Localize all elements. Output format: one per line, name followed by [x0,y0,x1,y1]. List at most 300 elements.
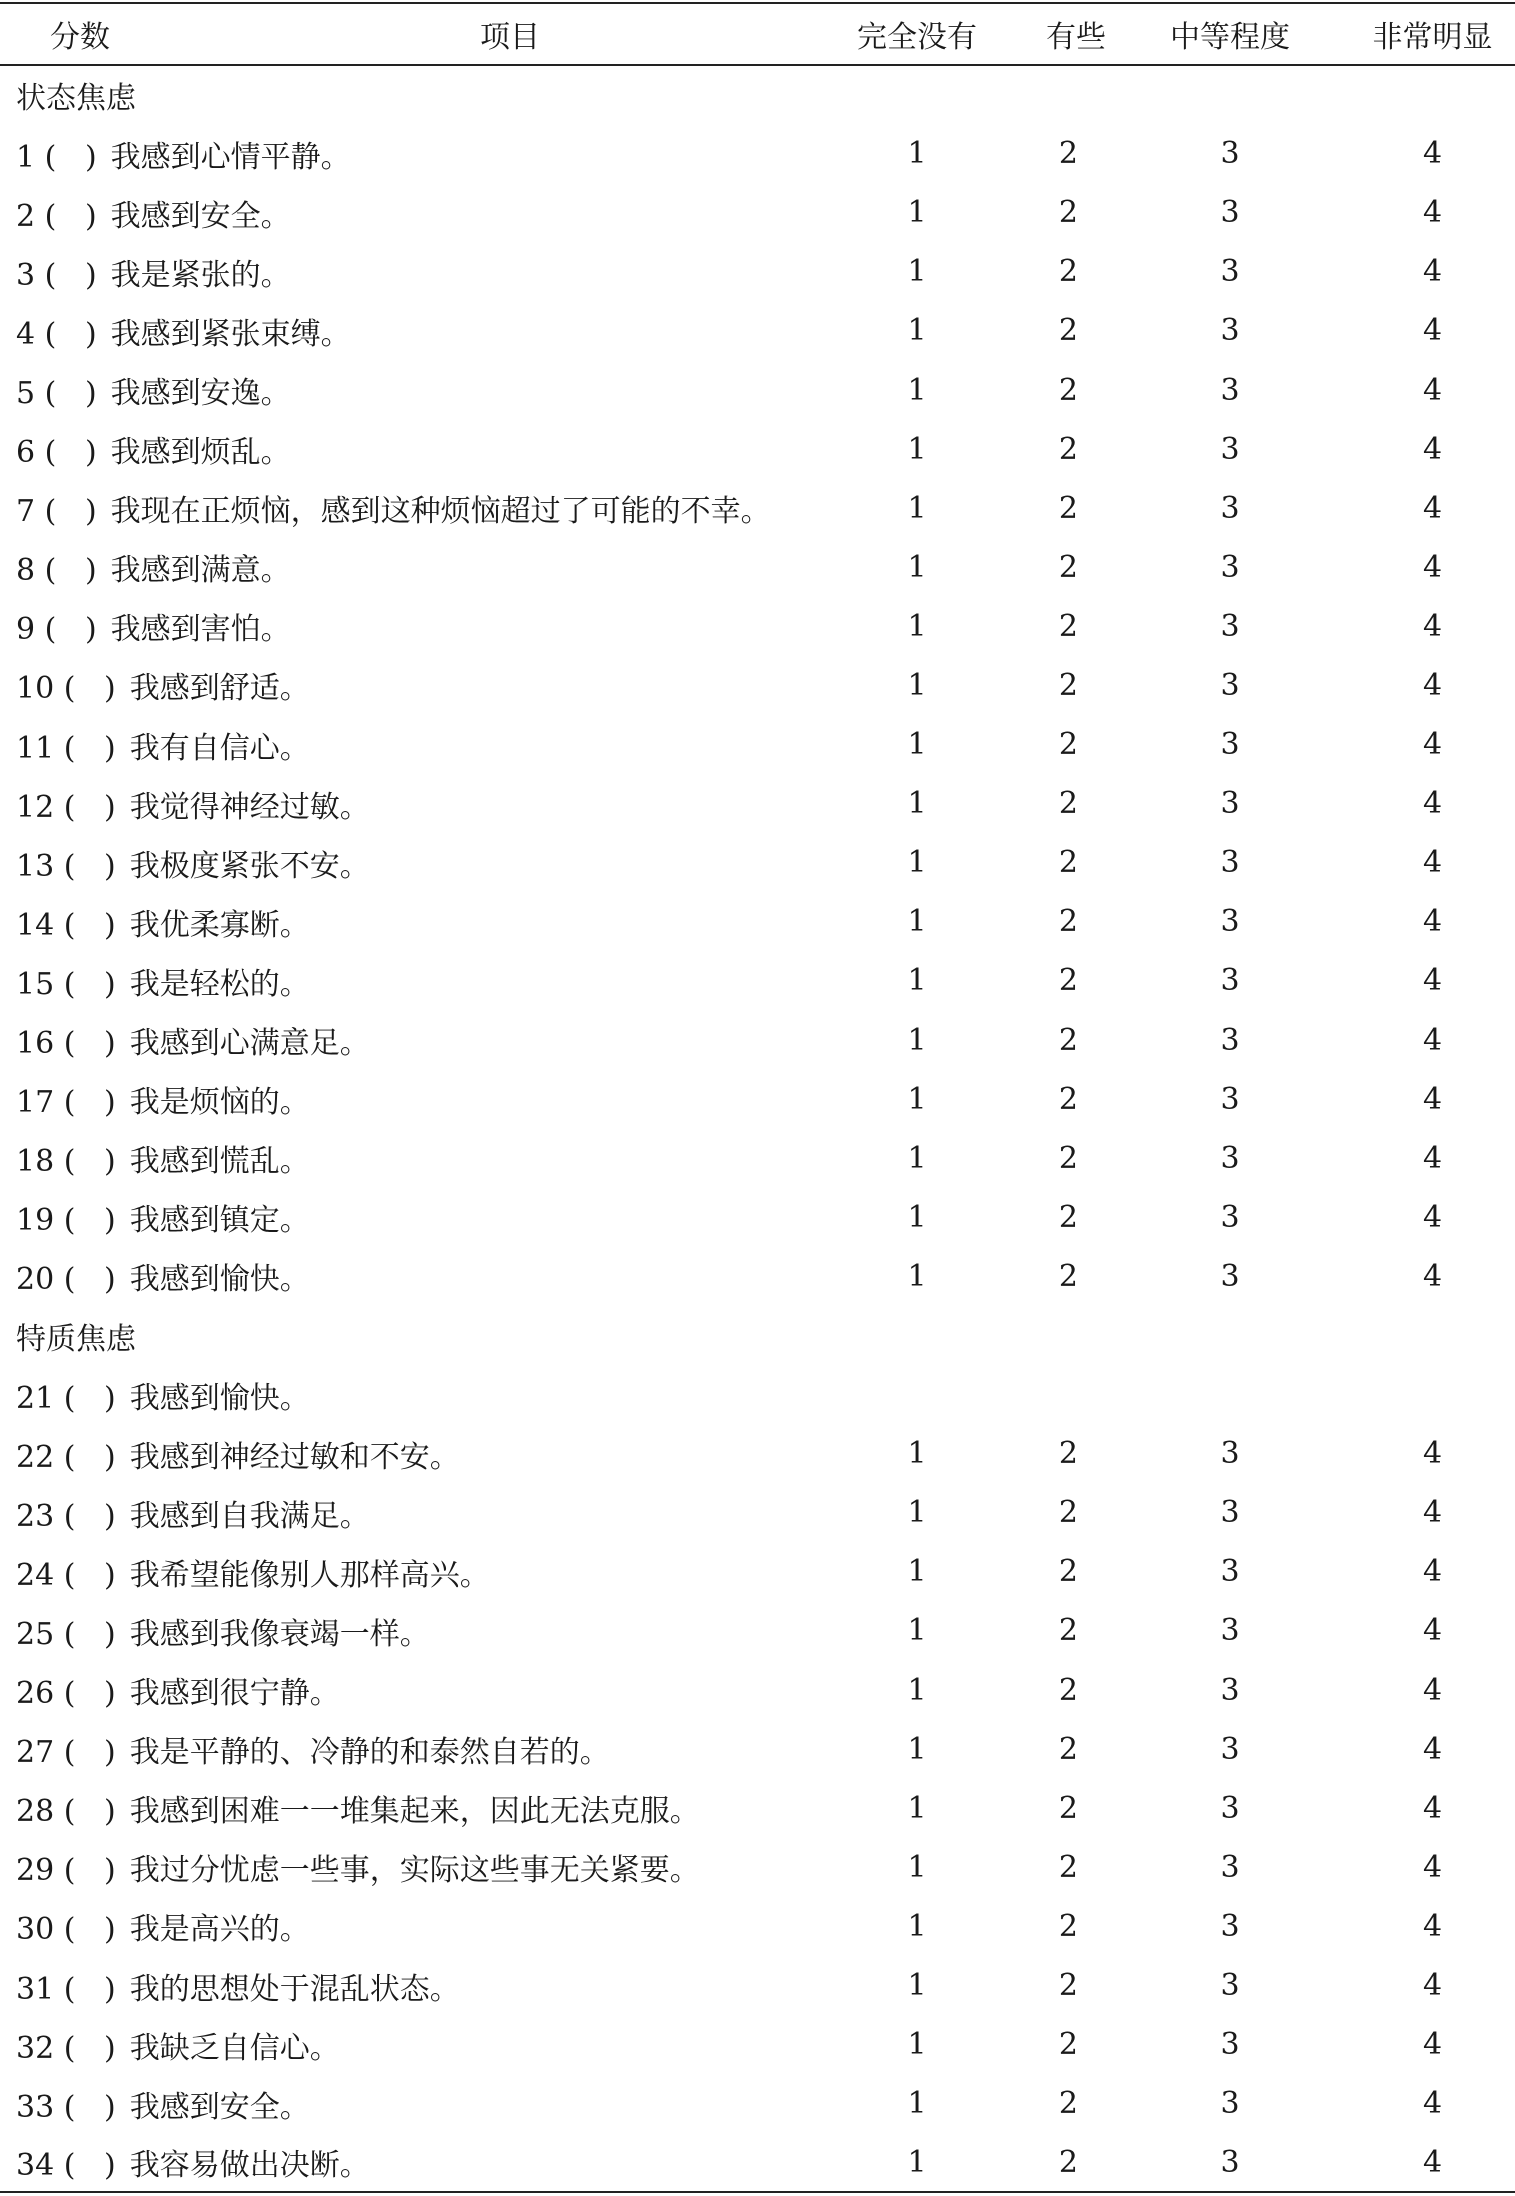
rating-option-4[interactable]: 4 [1422,1495,1443,1531]
item-text: 我感到慌乱。 [129,1144,310,1180]
rating-option-1[interactable]: 1 [907,1613,927,1649]
rating-option-2[interactable]: 2 [1058,2027,1078,2063]
rating-option-4[interactable]: 4 [1422,1258,1443,1294]
rating-option-2[interactable]: 2 [1058,549,1078,585]
rating-option-1[interactable]: 1 [907,1731,927,1767]
item-number: 7 [16,494,36,530]
rating-option-4[interactable]: 4 [1422,2027,1443,2063]
item-cell [0,2015,800,2074]
rating-option-1[interactable]: 1 [907,963,927,999]
rating-option-2[interactable]: 2 [1058,490,1078,526]
rating-option-3[interactable]: 3 [1220,667,1240,703]
rating-option-3[interactable]: 3 [1220,1022,1240,1058]
item-text: 我的思想处于混乱状态。 [129,1971,460,2007]
rating-option-4[interactable]: 4 [1422,1554,1443,1590]
rating-option-1[interactable]: 1 [907,1672,927,1708]
score-blank[interactable]: ( ) [54,2148,116,2184]
rating-option-2[interactable]: 2 [1058,727,1078,763]
rating-option-1[interactable]: 1 [907,608,927,644]
item-cell [0,301,800,360]
rating-option-3[interactable]: 3 [1220,1613,1240,1649]
rating-option-4[interactable]: 4 [1422,963,1443,999]
header-row [0,3,1515,65]
score-blank[interactable]: ( ) [54,1676,116,1712]
rating-option-1[interactable]: 1 [907,136,927,172]
item-text: 我感到紧张束缚。 [110,316,351,352]
rating-option-2[interactable]: 2 [1058,1554,1078,1590]
rating-option-3[interactable]: 3 [1220,1199,1240,1235]
score-blank[interactable]: ( ) [54,1262,116,1298]
item-text: 我是高兴的。 [129,1912,310,1948]
rating-option-4[interactable]: 4 [1422,313,1443,349]
table-row [0,1188,1515,1247]
rating-option-3[interactable]: 3 [1220,1968,1240,2004]
item-cell [0,420,800,479]
item-number: 9 [16,612,36,648]
rating-option-1[interactable]: 1 [907,2027,927,2063]
rating-option-1[interactable]: 1 [907,727,927,763]
rating-option-4[interactable]: 4 [1422,1672,1443,1708]
item-cell [0,1247,800,1306]
score-blank[interactable]: ( ) [35,553,97,589]
rating-option-4[interactable]: 4 [1422,431,1443,467]
item-text: 我是平静的、冷静的和泰然自若的。 [129,1735,610,1771]
item-number: 14 [16,907,55,943]
rating-option-1[interactable]: 1 [907,1554,927,1590]
rating-option-1[interactable]: 1 [907,1199,927,1235]
rating-option-2[interactable]: 2 [1058,904,1078,940]
score-blank[interactable]: ( ) [54,907,116,943]
item-cell [0,656,800,715]
score-blank[interactable]: ( ) [54,671,116,707]
header-score-item [0,3,800,65]
item-text: 我感到神经过敏和不安。 [129,1439,460,1475]
item-text: 我感到安全。 [110,198,291,234]
rating-option-1[interactable]: 1 [907,1908,927,1944]
item-text: 我感到安全。 [129,2089,310,2125]
rating-option-4[interactable]: 4 [1422,1022,1443,1058]
rating-option-1[interactable]: 1 [907,1081,927,1117]
table-row [0,1956,1515,2015]
item-number: 30 [16,1912,55,1948]
rating-option-3[interactable]: 3 [1220,845,1240,881]
item-cell [0,479,800,538]
item-cell [0,1542,800,1601]
rating-option-3[interactable]: 3 [1110,2133,1350,2192]
score-blank[interactable]: ( ) [35,139,97,175]
rating-option-2[interactable]: 2 [1058,1908,1078,1944]
header-score: 分数 [50,20,110,55]
table-row [0,538,1515,597]
item-number: 5 [16,376,36,412]
rating-option-4[interactable]: 4 [1422,904,1443,940]
rating-option-1[interactable]: 1 [907,2086,927,2122]
rating-option-3[interactable]: 3 [1220,490,1240,526]
rating-option-4[interactable]: 4 [1422,195,1443,231]
score-blank[interactable]: ( ) [54,2030,116,2066]
item-cell [0,242,800,301]
table-row [0,1661,1515,1720]
item-number: 12 [16,789,55,825]
rating-option-3[interactable]: 3 [1220,2086,1240,2122]
rating-option-3[interactable]: 3 [1220,904,1240,940]
item-text: 我感到心情平静。 [110,139,351,175]
rating-option-3[interactable]: 3 [1220,1672,1240,1708]
rating-option-1[interactable]: 1 [907,313,927,349]
item-cell [0,1661,800,1720]
item-text: 我是紧张的。 [110,257,291,293]
score-blank[interactable]: ( ) [54,1794,116,1830]
item-cell [0,1424,800,1483]
item-cell [0,124,800,183]
score-blank[interactable]: ( ) [54,1971,116,2007]
score-blank[interactable]: ( ) [54,789,116,825]
item-text: 我感到困难一一堆集起来，因此无法克服。 [129,1794,700,1830]
item-number: 20 [16,1262,55,1298]
table-row [0,1601,1515,1660]
rating-option-4[interactable]: 4 [1422,136,1443,172]
rating-option-2[interactable]: 2 [1058,1790,1078,1826]
item-text: 我极度紧张不安。 [129,848,370,884]
rating-option-3[interactable]: 3 [1220,727,1240,763]
table-row [0,1247,1515,1306]
table-row [0,2133,1515,2192]
rating-option-3[interactable]: 3 [1220,1495,1240,1531]
item-text: 我感到很宁静。 [129,1676,340,1712]
item-text: 我感到害怕。 [110,612,291,648]
rating-option-3[interactable]: 3 [1220,313,1240,349]
rating-option-3[interactable]: 3 [1220,1140,1240,1176]
item-text: 我优柔寡断。 [129,907,310,943]
score-blank[interactable]: ( ) [54,1026,116,1062]
rating-option-4[interactable]: 4 [1422,372,1443,408]
item-text: 我感到烦乱。 [110,435,291,471]
table-row [0,2074,1515,2133]
rating-option-1[interactable]: 1 [907,1968,927,2004]
rating-option-2[interactable]: 2 [1058,2086,1078,2122]
rating-option-3[interactable]: 3 [1220,1790,1240,1826]
rating-option-1[interactable]: 1 [907,431,927,467]
item-cell [0,833,800,892]
rating-option-3[interactable]: 3 [1220,1731,1240,1767]
item-text: 我觉得神经过敏。 [129,789,370,825]
rating-option-3[interactable]: 3 [1220,195,1240,231]
rating-option-2[interactable]: 2 [1058,1849,1078,1885]
item-cell [0,1070,800,1129]
item-text: 我感到愉快。 [129,1380,310,1416]
item-cell [0,774,800,833]
rating-option-3[interactable]: 3 [1220,431,1240,467]
rating-option-2[interactable] [1034,1365,1110,1424]
rating-option-1[interactable]: 1 [907,845,927,881]
item-cell [0,597,800,656]
rating-option-1[interactable]: 1 [907,1022,927,1058]
item-cell [0,1838,800,1897]
item-cell [0,538,800,597]
item-cell [0,1779,800,1838]
rating-option-4[interactable]: 4 [1422,845,1443,881]
rating-option-2[interactable]: 2 [1058,1199,1078,1235]
rating-option-4[interactable] [1350,1365,1515,1424]
rating-option-1[interactable]: 1 [907,904,927,940]
header-option-2 [1034,3,1110,65]
item-text: 我是烦恼的。 [129,1085,310,1121]
item-text: 我感到满意。 [110,553,291,589]
item-number: 21 [16,1380,55,1416]
rating-option-1[interactable]: 1 [907,254,927,290]
rating-option-4[interactable]: 4 [1422,1968,1443,2004]
score-blank[interactable]: ( ) [35,494,97,530]
rating-option-1[interactable]: 1 [800,2133,1034,2192]
rating-option-2[interactable]: 2 [1058,786,1078,822]
rating-option-3[interactable]: 3 [1220,786,1240,822]
item-number: 19 [16,1203,55,1239]
rating-option-3[interactable]: 3 [1220,372,1240,408]
rating-option-3[interactable]: 3 [1220,608,1240,644]
score-blank[interactable]: ( ) [54,848,116,884]
score-blank[interactable]: ( ) [54,1912,116,1948]
section-heading: 状态焦虑 [16,81,136,117]
table-row [0,420,1515,479]
rating-option-2[interactable]: 2 [1058,1613,1078,1649]
rating-option-2[interactable]: 2 [1034,2133,1110,2192]
item-cell [0,1365,800,1424]
rating-option-2[interactable]: 2 [1058,1495,1078,1531]
item-cell [0,1188,800,1247]
rating-option-2[interactable]: 2 [1058,254,1078,290]
item-text: 我过分忧虑一些事，实际这些事无关紧要。 [129,1853,700,1889]
rating-option-1[interactable] [800,1365,1034,1424]
rating-option-4[interactable]: 4 [1422,727,1443,763]
rating-option-1[interactable]: 1 [907,667,927,703]
item-text: 我感到自我满足。 [129,1498,370,1534]
item-cell [0,1483,800,1542]
score-blank[interactable]: ( ) [54,2089,116,2125]
rating-option-3[interactable]: 3 [1220,1436,1240,1472]
score-blank[interactable]: ( ) [54,1380,116,1416]
rating-option-2[interactable]: 2 [1058,1672,1078,1708]
rating-option-1[interactable]: 1 [907,195,927,231]
item-number: 13 [16,848,55,884]
rating-option-1[interactable]: 1 [907,372,927,408]
rating-option-2[interactable]: 2 [1058,667,1078,703]
rating-option-2[interactable]: 2 [1058,1731,1078,1767]
score-blank[interactable]: ( ) [54,1439,116,1475]
rating-option-2[interactable]: 2 [1058,1140,1078,1176]
item-cell [0,1897,800,1956]
rating-option-4[interactable]: 4 [1350,2133,1515,2192]
rating-option-3[interactable]: 3 [1220,1849,1240,1885]
rating-option-3[interactable]: 3 [1220,1258,1240,1294]
rating-option-1[interactable]: 1 [907,1790,927,1826]
score-blank[interactable]: ( ) [54,1735,116,1771]
rating-option-4[interactable]: 4 [1422,1436,1443,1472]
item-cell [0,1011,800,1070]
table-row [0,479,1515,538]
item-number: 3 [16,257,36,293]
table-row [0,597,1515,656]
rating-option-1[interactable]: 1 [907,1140,927,1176]
table-row [0,1129,1515,1188]
item-text: 我感到安逸。 [110,376,291,412]
section-row [0,65,1515,124]
rating-option-1[interactable]: 1 [907,490,927,526]
rating-option-4[interactable]: 4 [1422,1908,1443,1944]
item-number: 26 [16,1676,55,1712]
item-cell [0,2074,800,2133]
table-row [0,360,1515,419]
rating-option-2[interactable]: 2 [1058,963,1078,999]
rating-option-4[interactable]: 4 [1422,549,1443,585]
rating-option-4[interactable]: 4 [1422,1140,1443,1176]
rating-option-1[interactable]: 1 [907,1849,927,1885]
item-number: 33 [16,2089,55,2125]
score-blank[interactable]: ( ) [35,198,97,234]
rating-option-4[interactable]: 4 [1422,254,1443,290]
item-number: 15 [16,966,55,1002]
item-text: 我有自信心。 [129,730,310,766]
item-number: 34 [16,2148,55,2184]
score-blank[interactable]: ( ) [54,1085,116,1121]
rating-option-2[interactable]: 2 [1058,1436,1078,1472]
rating-option-2[interactable]: 2 [1058,195,1078,231]
table-row [0,301,1515,360]
score-blank[interactable]: ( ) [54,966,116,1002]
item-text: 我希望能像别人那样高兴。 [129,1557,490,1593]
item-number: 17 [16,1085,55,1121]
table-body [0,65,1515,2192]
rating-option-4[interactable]: 4 [1422,667,1443,703]
rating-option-3[interactable]: 3 [1220,1908,1240,1944]
rating-option-2[interactable]: 2 [1058,1258,1078,1294]
item-number: 24 [16,1557,55,1593]
rating-option-2[interactable]: 2 [1058,431,1078,467]
rating-option-4[interactable]: 4 [1422,490,1443,526]
rating-option-1[interactable]: 1 [907,1436,927,1472]
rating-option-3[interactable]: 3 [1220,136,1240,172]
item-cell [0,1129,800,1188]
score-blank[interactable]: ( ) [35,376,97,412]
rating-option-3[interactable]: 3 [1220,254,1240,290]
rating-option-3[interactable]: 3 [1220,1554,1240,1590]
item-text: 我现在正烦恼，感到这种烦恼超过了可能的不幸。 [110,494,771,530]
table-row [0,656,1515,715]
item-cell [0,951,800,1010]
table-row [0,892,1515,951]
item-number: 11 [16,730,55,766]
item-number: 29 [16,1853,55,1889]
score-blank[interactable]: ( ) [35,316,97,352]
item-number: 16 [16,1026,55,1062]
rating-option-1[interactable]: 1 [907,1495,927,1531]
item-number: 27 [16,1735,55,1771]
item-cell [0,360,800,419]
rating-option-2[interactable]: 2 [1058,1968,1078,2004]
rating-option-4[interactable]: 4 [1422,2086,1443,2122]
table-row [0,833,1515,892]
rating-option-4[interactable]: 4 [1422,1790,1443,1826]
score-blank[interactable]: ( ) [35,257,97,293]
score-blank[interactable]: ( ) [54,1203,116,1239]
table-row [0,2015,1515,2074]
table-row [0,242,1515,301]
rating-option-1[interactable]: 1 [907,549,927,585]
anxiety-scale-table [0,2,1515,2193]
rating-option-2[interactable]: 2 [1058,1022,1078,1058]
table-row [0,1483,1515,1542]
rating-option-2[interactable]: 2 [1058,845,1078,881]
table-row [0,183,1515,242]
rating-option-1[interactable]: 1 [907,1258,927,1294]
rating-option-3[interactable]: 3 [1220,963,1240,999]
rating-option-2[interactable]: 2 [1058,372,1078,408]
table-row [0,1542,1515,1601]
rating-option-1[interactable]: 1 [907,786,927,822]
rating-option-3[interactable]: 3 [1220,1081,1240,1117]
table-row [0,1720,1515,1779]
item-number: 8 [16,553,36,589]
item-number: 22 [16,1439,55,1475]
score-blank[interactable]: ( ) [35,612,97,648]
rating-option-4[interactable]: 4 [1422,1081,1443,1117]
table-row [0,1779,1515,1838]
rating-option-2[interactable]: 2 [1058,313,1078,349]
table-row [0,1011,1515,1070]
header-item: 项目 [480,20,540,55]
rating-option-3[interactable]: 3 [1220,549,1240,585]
score-blank[interactable]: ( ) [54,1498,116,1534]
rating-option-3[interactable]: 3 [1220,2027,1240,2063]
table-row [0,1838,1515,1897]
rating-option-4[interactable]: 4 [1422,786,1443,822]
item-number: 28 [16,1794,55,1830]
rating-option-4[interactable]: 4 [1422,1731,1443,1767]
score-blank[interactable]: ( ) [54,730,116,766]
header-option-4: 非常明显 [1350,3,1515,65]
item-cell [0,1601,800,1660]
item-cell [0,715,800,774]
table-row [0,951,1515,1010]
item-cell [0,2133,800,2192]
table-row [0,124,1515,183]
table-header [0,3,1515,65]
item-text: 我是轻松的。 [129,966,310,1002]
rating-option-4[interactable]: 4 [1422,1613,1443,1649]
rating-option-4[interactable]: 4 [1422,1849,1443,1885]
rating-option-4[interactable]: 4 [1422,1199,1443,1235]
item-number: 4 [16,316,36,352]
score-blank[interactable]: ( ) [54,1144,116,1180]
score-blank[interactable]: ( ) [54,1616,116,1652]
item-number: 2 [16,198,36,234]
item-number: 32 [16,2030,55,2066]
rating-option-4[interactable]: 4 [1422,608,1443,644]
item-text: 我感到我像衰竭一样。 [129,1616,430,1652]
item-cell [0,1720,800,1779]
score-blank[interactable]: ( ) [54,1853,116,1889]
rating-option-2[interactable]: 2 [1058,1081,1078,1117]
rating-option-2[interactable]: 2 [1058,608,1078,644]
rating-option-2[interactable]: 2 [1058,136,1078,172]
item-number: 6 [16,435,36,471]
rating-option-3[interactable] [1110,1365,1350,1424]
table-row [0,715,1515,774]
section-heading: 特质焦虑 [16,1321,136,1357]
table-row [0,774,1515,833]
score-blank[interactable]: ( ) [35,435,97,471]
item-text: 我感到镇定。 [129,1203,310,1239]
score-blank[interactable]: ( ) [54,1557,116,1593]
